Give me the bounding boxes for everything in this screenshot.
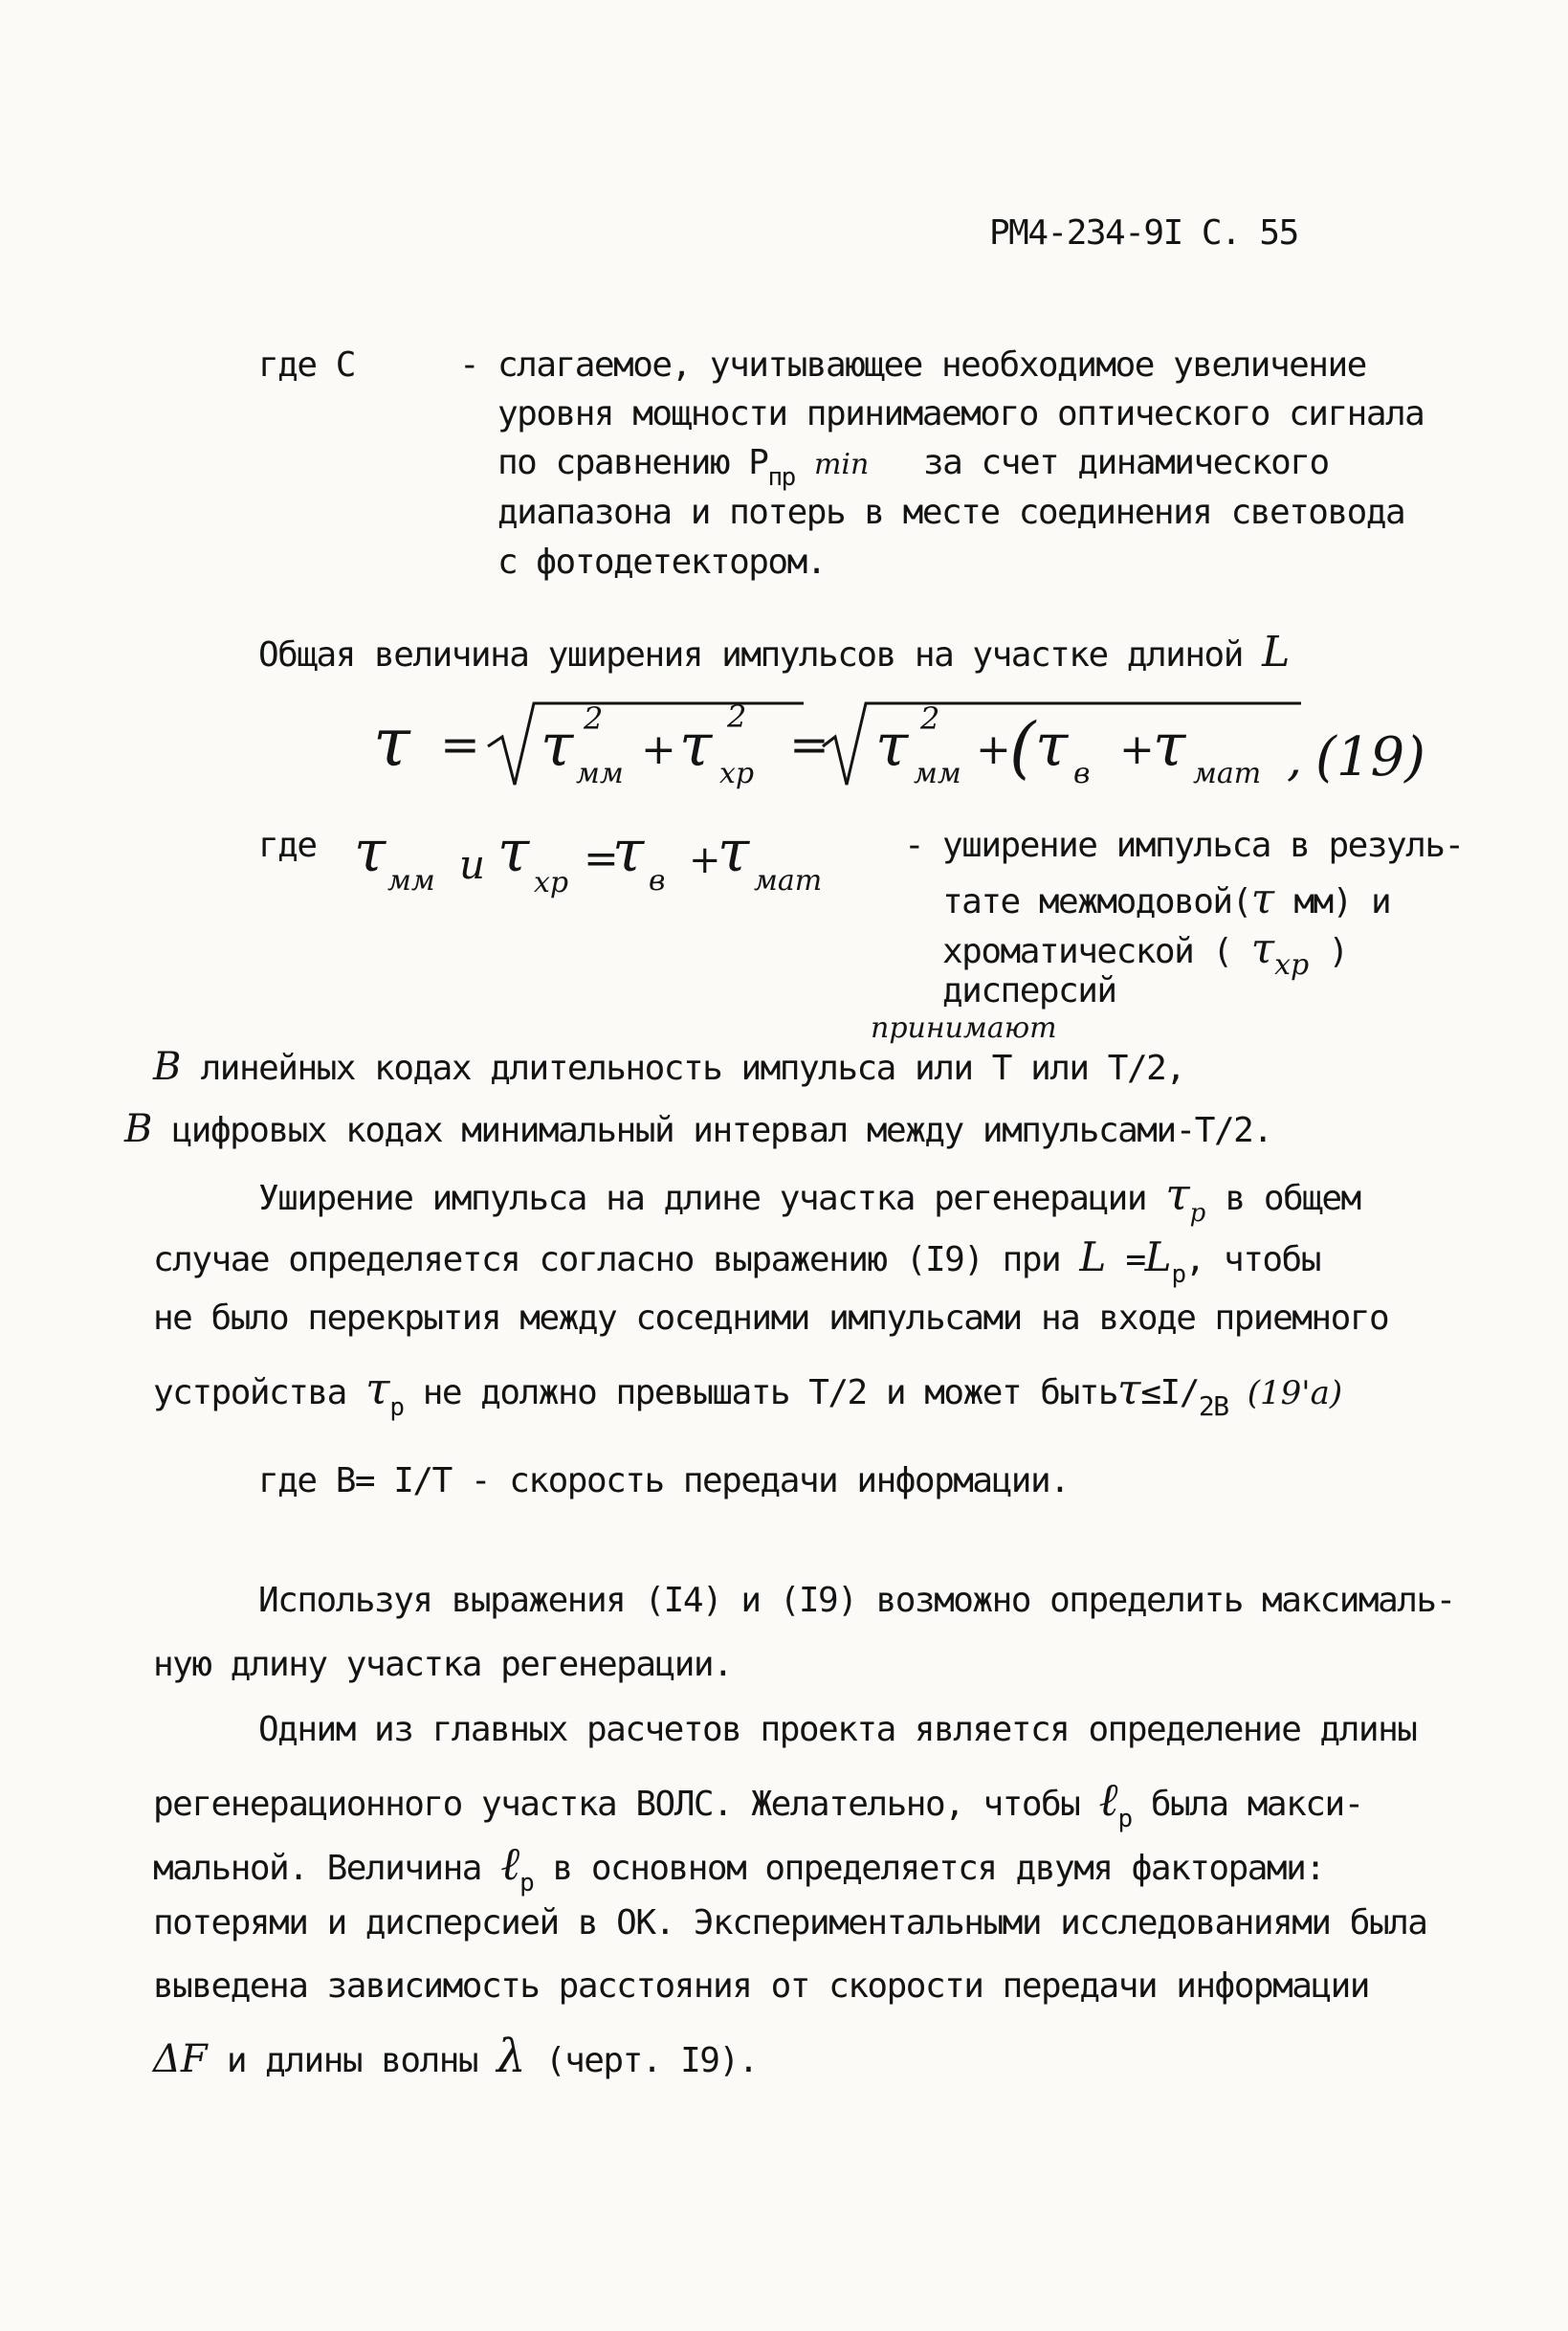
formula-equals-1: = [440,717,480,772]
regen-l-sub: р [1171,1260,1185,1289]
definition-c-line-5: с фотодетектором. [497,543,826,582]
formula-tau: τ [373,703,410,782]
formula-sub-b: в [1073,757,1091,790]
wt-equals: = [584,834,619,883]
formula-sq-1: 2 [584,700,604,737]
formula-19 [354,670,1435,804]
wt-plus: + [689,838,721,882]
wt-tau-4: τ [718,818,750,885]
regen-l-1: L [1079,1233,1107,1280]
formula-tau-mm-2: τ [875,710,909,780]
regen-2c: , чтобы [1184,1240,1320,1279]
main-6b: (черт. I9). [544,2041,758,2080]
formula-plus-3: + [1119,725,1155,774]
handwritten-min: min [813,448,870,481]
definition-c-line-3b: за счет динамического [923,443,1329,482]
definition-c-line-3 [497,443,870,492]
formula-sub-mat: мат [1193,757,1262,790]
definition-c-line-2: уровня мощности принимаемого оптического сигнала [497,394,1424,433]
general-text: Общая величина уширения импульсов на участке длиной [258,635,1243,675]
formula-plus-1: + [641,725,676,774]
main-2b: была макси- [1150,1785,1363,1824]
desc-2-tail: мм) и [1293,882,1391,921]
formula-sub-mm-2: мм [914,757,961,790]
formula-sub-mm: мм [576,757,624,790]
where-tau-label: где [258,826,317,865]
formula-sq-3: 2 [920,700,940,737]
where-tau-desc-4: дисперсий [942,971,1116,1010]
wt-tau-3: τ [612,818,645,885]
codes-text-1: линейных кодах длительность импульса или Т или Т/2, [200,1049,1185,1088]
using-line-1: Используя выражения (I4) и (I9) возможно определить максималь- [258,1581,1455,1620]
regen-4d: 2В [1198,1390,1228,1422]
where-tau-desc-3 [942,924,1348,982]
main-line-4: потерями и дисперсией в ОК. Экспериментальными исследованиями была [153,1903,1427,1942]
main-6a: и длины волны [226,2041,478,2080]
formula-equals-2: = [789,717,829,772]
regen-line-4 [153,1363,1343,1422]
main-3a: мальной. Величина [153,1849,481,1888]
page-reference: РМ4-234-9I С. 55 [989,213,1298,253]
regen-4c: ≤I/ [1140,1373,1199,1412]
regen-4b: не должно превышать Т/2 и может быть [422,1373,1117,1412]
regen-4-sub: р [389,1393,404,1422]
wt-sub-mm: мм [387,864,435,898]
main-l-sub-1: р [1117,1805,1132,1833]
main-line-2 [153,1773,1363,1833]
regen-tau-sub: р [1189,1199,1206,1228]
regen-tau-p: τ [1165,1168,1190,1220]
desc-2-text: тате межмодовой( [942,882,1251,921]
codes-line-2 [124,1107,1272,1151]
desc-3-text: хроматической ( [942,932,1232,971]
formula-tau-mm: τ [541,710,574,780]
wt-and: и [459,841,486,888]
codes-prefix-2: В [124,1107,153,1151]
definition-c-line-1: слагаемое, учитывающее необходимое увеличение [497,345,1366,385]
term-c-dash: - [459,345,479,385]
regen-1b: в общем [1225,1179,1360,1218]
formula-sub-xp: хр [719,757,755,790]
where-b: где В= I/Т - скорость передачи информации. [258,1461,1070,1500]
formula-tau-xp: τ [679,710,713,780]
definition-c-line-4: диапазона и потерь в месте соединения световода [497,493,1405,532]
main-l-sub-2: р [519,1869,534,1898]
wt-sub-b: в [649,864,666,898]
length-symbol: L [1262,628,1291,677]
regen-l-2: L [1144,1233,1172,1280]
regen-4-tau-2: τ [1117,1365,1141,1414]
formula-comma: , [1287,731,1302,787]
regen-2b: = [1125,1240,1145,1279]
wt-sub-xp: хр [534,866,569,899]
regen-line-3: не было перекрытия между соседними импульсами на входе приемного [153,1299,1389,1338]
regen-line-2 [153,1233,1320,1289]
where-tau-desc-1: уширение импульса в резуль- [942,826,1464,865]
handwritten-insert: принимают [871,1011,1057,1045]
desc-3-tau: τ [1250,924,1275,973]
regen-1a: Уширение импульса на длине участка регенерации [258,1179,1146,1218]
main-l-2: ℓ [500,1837,520,1891]
delta-f-symbol: ΔF [153,2037,208,2081]
wt-tau-1: τ [354,818,386,885]
main-3b: в основном определяется двумя факторами: [552,1849,1325,1888]
where-tau-desc-2 [942,875,1391,923]
main-line-6 [153,2030,758,2083]
regen-4-tau: τ [364,1363,390,1414]
desc-3-sub: хр [1274,948,1310,982]
formula-plus-2: + [976,725,1011,774]
wt-sub-mat: мат [754,864,823,898]
definition-c-text: по сравнению Р [497,443,768,482]
formula-lparen: ( [1009,708,1036,787]
regen-4a: устройства [153,1373,346,1412]
desc-3-close: ) [1328,932,1348,971]
main-line-5: выведена зависимость расстояния от скорости передачи информации [153,1966,1369,2006]
main-line-1: Одним из главных расчетов проекта является определение длины [258,1710,1417,1749]
regen-line-1 [258,1168,1360,1228]
codes-prefix-1: В [153,1045,182,1089]
using-line-2: ную длину участка регенерации. [153,1645,733,1684]
main-l-1: ℓ [1098,1773,1118,1827]
main-line-3 [153,1837,1325,1898]
lambda-symbol: λ [497,2030,526,2083]
formula-tau-mat: τ [1153,710,1186,780]
formula-tau-b: τ [1035,710,1069,780]
regen-2a: случае определяется согласно выражению (I9) при [153,1240,1061,1279]
where-tau-dash: - [904,826,924,865]
power-subscript: пр [767,463,795,492]
codes-text-2: цифровых кодах минимальный интервал между импульсами-Т/2. [171,1111,1272,1150]
desc-2-tau: τ [1250,875,1275,923]
where-tau-formula [344,804,899,909]
formula-sq-2: 2 [727,699,747,735]
general-statement [258,628,1291,677]
wt-tau-2: τ [497,818,530,885]
regen-4e: (19'а) [1247,1374,1343,1412]
main-2a: регенерационного участка ВОЛС. Желательно, чтобы [153,1785,1080,1824]
codes-line-1 [153,1045,1185,1089]
term-c: где С [258,345,355,385]
formula-number: (19) [1315,726,1425,788]
